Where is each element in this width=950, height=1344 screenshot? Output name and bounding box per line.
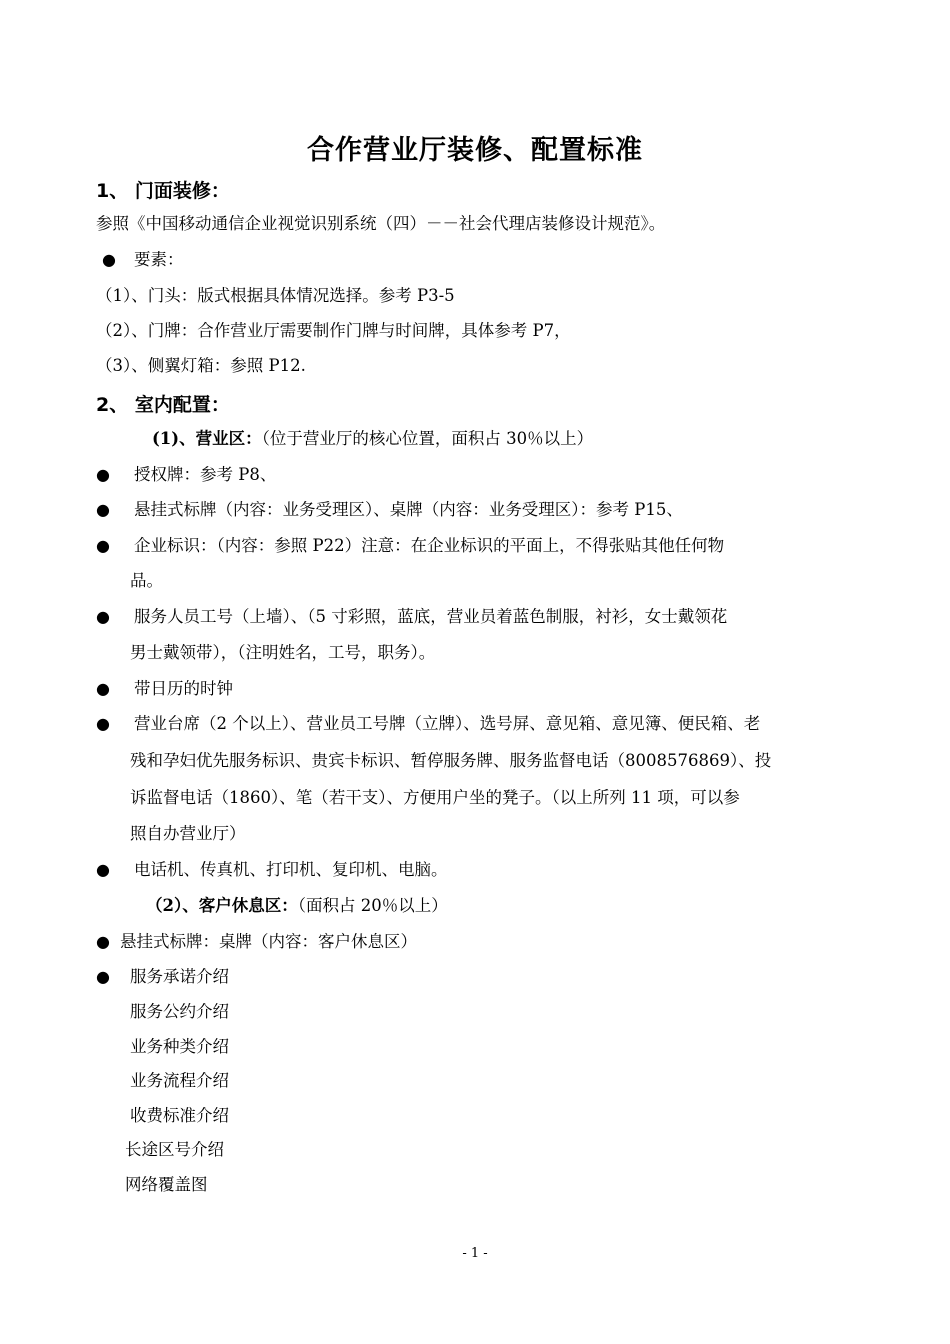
bullet-icon: ● (96, 714, 110, 733)
section1-item: （2）、门牌：合作营业厅需要制作门牌与时间牌，具体参考 P7， (96, 321, 571, 340)
zone2-line: 服务承诺介绍 (130, 967, 229, 986)
section1-item: （1）、门头：版式根据具体情况选择。参考 P3-5 (96, 286, 455, 305)
zone1-note: （位于营业厅的核心位置，面积占 30％以上） (261, 429, 594, 448)
bullet-icon: ● (96, 860, 110, 879)
zone2-line: 业务流程介绍 (130, 1071, 229, 1090)
zone2-line: 长途区号介绍 (125, 1140, 224, 1159)
zone2-line: 网络覆盖图 (125, 1175, 208, 1194)
bullet-icon: ● (96, 607, 110, 626)
section1-intro: 参照《中国移动通信企业视觉识别系统（四）－－社会代理店装修设计规范》。 (96, 214, 666, 233)
bullet-icon: ● (96, 679, 110, 698)
bullet-icon: ● (96, 500, 110, 519)
zone2-line: 悬挂式标牌：桌牌（内容：客户休息区） (120, 932, 417, 951)
bullet-icon: ● (96, 967, 110, 986)
zone2-line: 业务种类介绍 (130, 1037, 229, 1056)
zone1-heading (152, 427, 593, 451)
zone1-label: (1)、营业区： (152, 429, 262, 448)
zone2-heading (146, 894, 448, 918)
zone1-line: 授权牌：参考 P8、 (134, 465, 277, 484)
section1-item: （3）、侧翼灯箱：参照 P12. (96, 356, 306, 375)
zone1-line: 带日历的时钟 (134, 679, 233, 698)
section2-heading: 2、 室内配置： (96, 394, 230, 416)
zone2-line: 服务公约介绍 (130, 1002, 229, 1021)
zone2-note: （面积占 20％以上） (297, 896, 448, 915)
zone1-line: 照自办营业厅） (130, 824, 246, 843)
zone1-line: 服务人员工号（上墙）、（5 寸彩照，蓝底，营业员着蓝色制服，衬衫，女士戴领花 (134, 607, 728, 626)
page-title: 合作营业厅装修、配置标准 (307, 135, 643, 166)
page-number: - 1 - (462, 1246, 488, 1261)
zone1-line: 残和孕妇优先服务标识、贵宾卡标识、暂停服务牌、服务监督电话（8008576869）、投 (130, 751, 772, 770)
zone1-line: 品。 (130, 571, 163, 590)
bullet-icon: ● (102, 250, 116, 269)
zone1-line: 企业标识：（内容：参照 P22）注意：在企业标识的平面上，不得张贴其他任何物 (134, 536, 725, 555)
section1-heading: 1、 门面装修： (96, 180, 230, 202)
zone1-line: 营业台席（2 个以上）、营业员工号牌（立牌）、选号屏、意见箱、意见簿、便民箱、老 (134, 714, 761, 733)
bullet-icon: ● (96, 536, 110, 555)
zone1-line: 电话机、传真机、打印机、复印机、电脑。 (134, 860, 448, 879)
bullet-icon: ● (96, 465, 110, 484)
zone1-line: 男士戴领带），（注明姓名，工号，职务）。 (130, 643, 436, 662)
zone1-line: 悬挂式标牌（内容：业务受理区）、桌牌（内容：业务受理区）：参考 P15、 (134, 500, 683, 519)
zone2-line: 收费标准介绍 (130, 1106, 229, 1125)
zone2-label: （2）、客户休息区： (146, 896, 298, 915)
bullet-icon: ● (96, 932, 110, 951)
zone1-line: 诉监督电话（1860）、笔（若干支）、方便用户坐的凳子。（以上所列 11 项，可以参 (130, 788, 740, 807)
section1-elements-label: 要素： (134, 250, 184, 269)
